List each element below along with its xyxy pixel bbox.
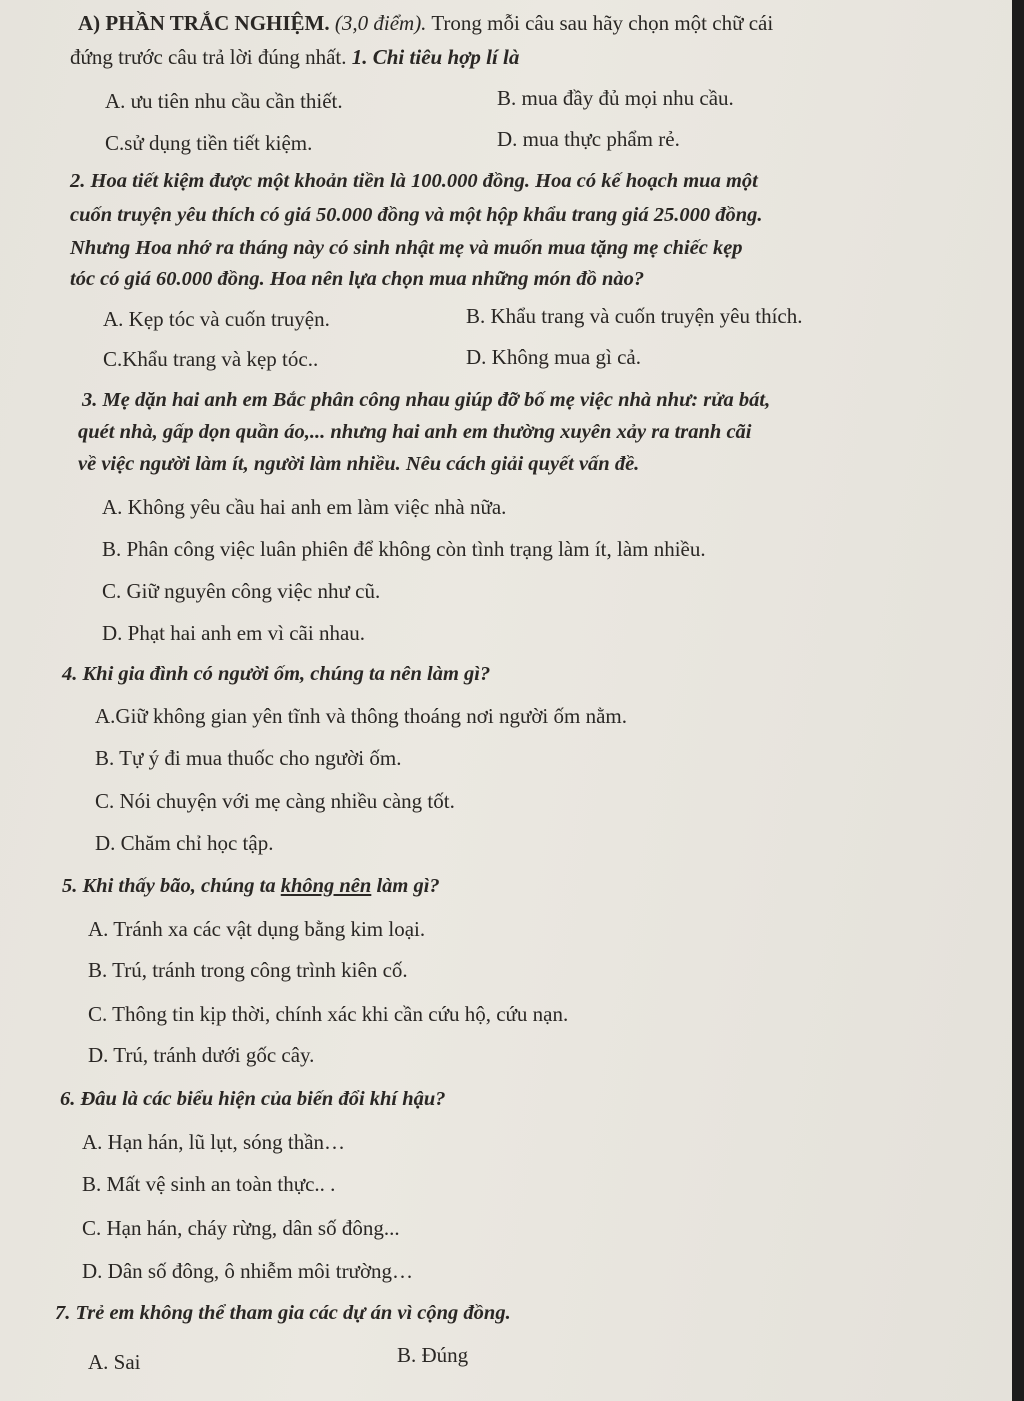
question-2-line-4: tóc có giá 60.000 đồng. Hoa nên lựa chọn mua những món đồ nào? — [70, 268, 645, 290]
q6-option-d[interactable]: D. Dân số đông, ô nhiễm môi trường… — [82, 1259, 414, 1283]
q2-option-a[interactable]: A. Kẹp tóc và cuốn truyện. — [103, 307, 330, 331]
question-7-stem: 7. Trẻ em không thể tham gia các dự án vì cộng đồng. — [55, 1302, 511, 1324]
q4-option-d[interactable]: D. Chăm chỉ học tập. — [95, 831, 274, 855]
question-6-stem: 6. Đâu là các biểu hiện của biến đổi khí hậu? — [60, 1088, 446, 1110]
q5-option-d[interactable]: D. Trú, tránh dưới gốc cây. — [88, 1043, 315, 1067]
q6-option-b[interactable]: B. Mất vệ sinh an toàn thực.. . — [82, 1172, 336, 1196]
question-1-stem: 1. Chi tiêu hợp lí là — [351, 45, 520, 69]
q5-option-b[interactable]: B. Trú, tránh trong công trình kiên cố. — [88, 958, 408, 982]
q3-option-a[interactable]: A. Không yêu cầu hai anh em làm việc nhà nữa. — [102, 495, 507, 519]
q5-option-a[interactable]: A. Tránh xa các vật dụng bằng kim loại. — [88, 917, 426, 941]
section-header — [78, 10, 773, 36]
q2-option-b[interactable]: B. Khẩu trang và cuốn truyện yêu thích. — [466, 304, 803, 328]
section-title: A) PHẦN TRẮC NGHIỆM. — [78, 11, 330, 35]
question-3-line-1: 3. Mẹ dặn hai anh em Bắc phân công nhau giúp đỡ bố mẹ việc nhà như: rửa bát, — [82, 389, 771, 411]
q2-option-c[interactable]: C.Khẩu trang và kẹp tóc.. — [103, 347, 319, 371]
q1-option-b[interactable]: B. mua đầy đủ mọi nhu cầu. — [497, 86, 734, 110]
question-2-line-3: Nhưng Hoa nhớ ra tháng này có sinh nhật mẹ và muốn mua tặng mẹ chiếc kẹp — [70, 237, 743, 259]
question-5-emphasis: không nên — [280, 875, 372, 897]
q7-option-b[interactable]: B. Đúng — [397, 1343, 469, 1367]
instruction-line-2 — [70, 44, 519, 70]
question-3-line-3: về việc người làm ít, người làm nhiều. Nêu cách giải quyết vấn đề. — [78, 453, 640, 475]
question-5-stem-end: làm gì? — [376, 875, 440, 897]
question-3-line-2: quét nhà, gấp dọn quần áo,... nhưng hai anh em thường xuyên xảy ra tranh cãi — [78, 421, 752, 443]
question-2-line-1: 2. Hoa tiết kiệm được một khoản tiền là 100.000 đồng. Hoa có kế hoạch mua một — [70, 170, 758, 192]
q1-option-a[interactable]: A. ưu tiên nhu cầu cần thiết. — [105, 89, 343, 113]
q2-option-d[interactable]: D. Không mua gì cả. — [466, 345, 641, 369]
question-5-stem — [62, 874, 440, 900]
q3-option-c[interactable]: C. Giữ nguyên công việc như cũ. — [102, 579, 381, 603]
q6-option-a[interactable]: A. Hạn hán, lũ lụt, sóng thần… — [82, 1130, 346, 1154]
q3-option-b[interactable]: B. Phân công việc luân phiên để không còn tình trạng làm ít, làm nhiều. — [102, 537, 706, 561]
q4-option-a[interactable]: A.Giữ không gian yên tĩnh và thông thoáng nơi người ốm nằm. — [95, 704, 628, 728]
q7-option-a[interactable]: A. Sai — [88, 1350, 141, 1374]
q1-option-d[interactable]: D. mua thực phẩm rẻ. — [497, 127, 680, 151]
q3-option-d[interactable]: D. Phạt hai anh em vì cãi nhau. — [102, 621, 366, 645]
q4-option-b[interactable]: B. Tự ý đi mua thuốc cho người ốm. — [95, 746, 402, 770]
instruction-text-2: đứng trước câu trả lời đúng nhất. — [70, 45, 347, 69]
section-points: (3,0 điểm). — [334, 11, 427, 35]
q4-option-c[interactable]: C. Nói chuyện với mẹ càng nhiều càng tốt. — [95, 789, 455, 813]
q1-option-c[interactable]: C.sử dụng tiền tiết kiệm. — [105, 131, 313, 155]
question-2-line-2: cuốn truyện yêu thích có giá 50.000 đồng và một hộp khẩu trang giá 25.000 đồng. — [70, 204, 763, 226]
q5-option-c[interactable]: C. Thông tin kịp thời, chính xác khi cần cứu hộ, cứu nạn. — [88, 1002, 569, 1026]
instruction-text: Trong mỗi câu sau hãy chọn một chữ cái — [431, 11, 774, 35]
question-4-stem: 4. Khi gia đình có người ốm, chúng ta nên làm gì? — [62, 663, 491, 685]
q6-option-c[interactable]: C. Hạn hán, cháy rừng, dân số đông... — [82, 1216, 400, 1240]
question-5-stem-start: 5. Khi thấy bão, chúng ta — [62, 875, 276, 897]
